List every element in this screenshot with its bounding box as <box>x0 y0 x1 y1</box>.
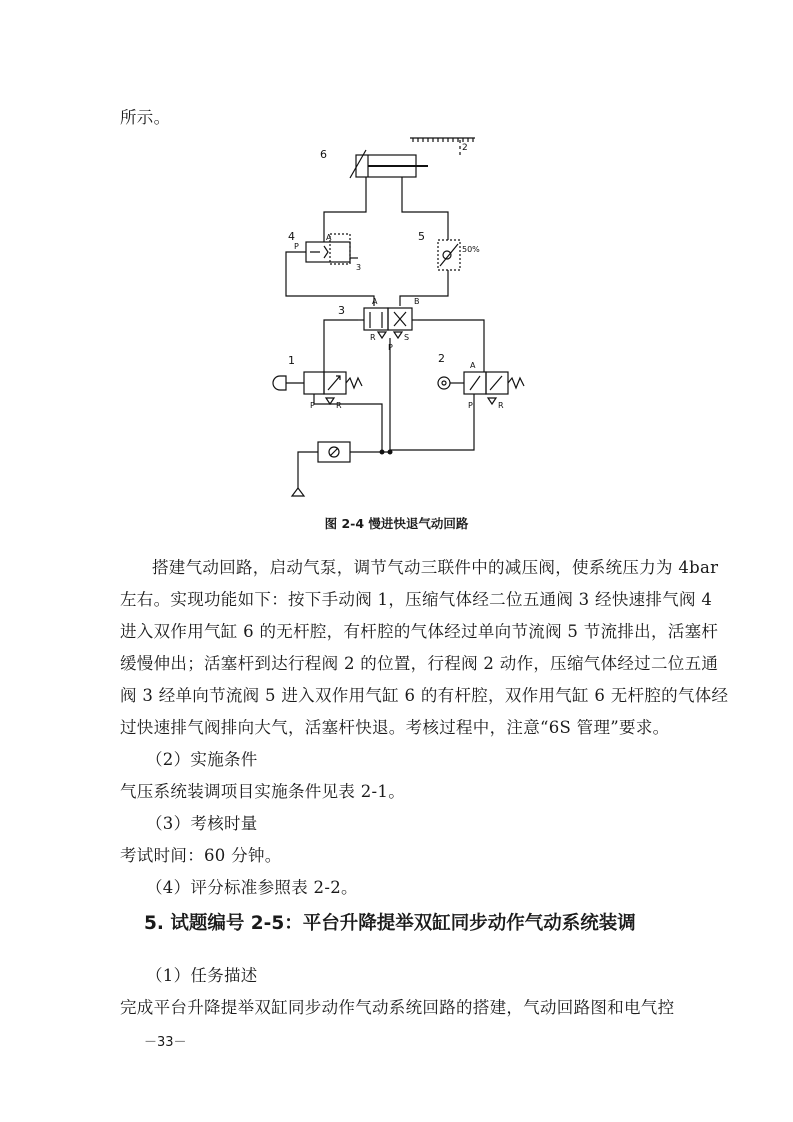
valve-3-exhaust <box>378 332 402 338</box>
body-line-1: 搭建气动回路，启动气泵，调节气动三联件中的减压阀，使系统压力为 4bar <box>152 558 719 577</box>
line-2-P-to-supply <box>390 394 474 450</box>
port-3-A: A <box>372 297 378 306</box>
label-scale-mark: 2 <box>462 143 468 153</box>
port-1-R: R <box>336 401 342 410</box>
label-2: 2 <box>438 352 445 365</box>
quick-exhaust-exhaust <box>330 234 350 264</box>
label-percent: 50% <box>462 245 480 254</box>
port-1-P: P <box>310 401 315 410</box>
exhaust-1 <box>326 398 334 404</box>
score-title: （4）评分标准参照表 2-2。 <box>146 878 358 897</box>
port-4-A: A <box>326 233 332 242</box>
label-6: 6 <box>320 148 327 161</box>
page-number: －33－ <box>144 1035 187 1050</box>
label-3: 3 <box>338 304 345 317</box>
body-line-2: 左右。实现功能如下：按下手动阀 1，压缩气体经二位五通阀 3 经快速排气阀 4 <box>120 590 713 609</box>
valve-3-box-left <box>364 308 388 330</box>
scale-ticks <box>413 138 473 142</box>
port-2-R: R <box>498 401 504 410</box>
line-5-to-3B <box>400 270 448 306</box>
paragraph-continuation: 所示。 <box>120 108 171 127</box>
body-line-4: 缓慢伸出；活塞杆到达行程阀 2 的位置，行程阀 2 动作，压缩气体经过二位五通 <box>120 654 719 673</box>
port-4-3: 3 <box>356 263 362 272</box>
label-4: 4 <box>288 230 295 243</box>
body-line-6: 过快速排气阀排向大气，活塞杆快退。考核过程中，注意“6S 管理”要求。 <box>120 718 670 737</box>
line-frl-to-source <box>298 452 318 488</box>
port-2-P: P <box>468 401 473 410</box>
figure-caption: 图 2-4 慢进快退气动回路 <box>324 516 469 531</box>
port-3-B: B <box>414 297 420 306</box>
roller <box>438 377 450 389</box>
task-title: （1）任务描述 <box>146 966 258 985</box>
spring-1 <box>346 378 362 388</box>
spring-2 <box>508 378 524 388</box>
pneumatic-circuit-diagram <box>270 128 530 506</box>
air-source <box>292 488 304 496</box>
port-2-A: A <box>470 361 476 370</box>
port-3-P: P <box>388 343 393 352</box>
label-5: 5 <box>418 230 425 243</box>
impl-text: 气压系统装调项目实施条件见表 2-1。 <box>120 782 406 801</box>
time-text: 考试时间：60 分钟。 <box>120 846 282 865</box>
label-1: 1 <box>288 354 295 367</box>
body-line-3: 进入双作用气缸 6 的无杆腔，有杆腔的气体经过单向节流阀 5 节流排出，活塞杆 <box>120 622 719 641</box>
task-text: 完成平台升降提举双缸同步动作气动系统回路的搭建，气动回路图和电气控 <box>120 998 675 1017</box>
pilot-line-1 <box>324 320 358 372</box>
cylinder-6-adjust-arrow <box>350 150 366 178</box>
line-cyl-right <box>402 177 448 240</box>
body-line-5: 阀 3 经单向节流阀 5 进入双作用气缸 6 的有杆腔，双作用气缸 6 无杆腔的气体经 <box>120 686 729 705</box>
manual-button <box>273 376 286 390</box>
time-title: （3）考核时量 <box>146 814 258 833</box>
port-4-P: P <box>294 242 299 251</box>
manual-valve-1 <box>304 372 324 394</box>
quick-exhaust-inner <box>310 246 328 258</box>
section-heading: 5. 试题编号 2-5：平台升降提举双缸同步动作气动系统装调 <box>144 913 636 934</box>
exhaust-2 <box>488 398 496 404</box>
port-3-S: S <box>404 333 410 342</box>
port-3-R: R <box>370 333 376 342</box>
impl-title: （2）实施条件 <box>146 750 258 769</box>
